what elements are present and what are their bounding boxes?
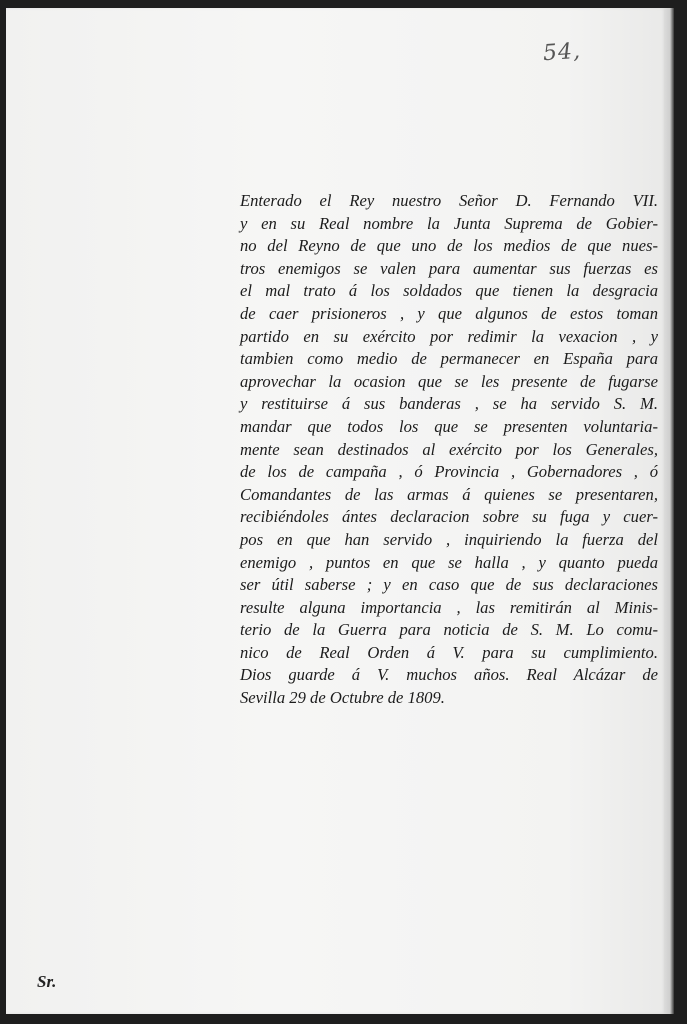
text-line: y restituirse á sus banderas , se ha servido S. M. (240, 394, 658, 414)
text-line: mente sean destinados al exército por los Generales, (240, 439, 658, 459)
text-line: terio de la Guerra para noticia de S. M. Lo comu- (240, 620, 658, 640)
text-line: Enterado el Rey nuestro Señor D. Fernando VII. (240, 191, 658, 210)
text-line: no del Reyno de que uno de los medios de que nues- (240, 236, 658, 256)
royal-order-text (240, 190, 658, 710)
text-line: nico de Real Orden á V. para su cumplimiento. (240, 642, 658, 662)
text-line: partido en su exército por redimir la vexacion , y (240, 326, 658, 346)
text-line: tambien como medio de permanecer en España para (240, 349, 658, 369)
text-line: el mal trato á los soldados que tienen la desgracia (240, 281, 658, 301)
text-line: Dios guarde á V. muchos años. Real Alcázar de (240, 665, 658, 685)
text-line: de caer prisioneros , y que algunos de estos toman (240, 303, 658, 323)
text-line: tros enemigos se valen para aumentar sus fuerzas es (240, 258, 658, 278)
salutation: Sr. (37, 972, 57, 991)
text-line: de los de campaña , ó Provincia , Gobernadores , ó (240, 462, 658, 482)
text-line: mandar que todos los que se presenten voluntaria- (240, 416, 658, 436)
text-line: y en su Real nombre la Junta Suprema de Gobier- (240, 213, 658, 233)
text-line: Comandantes de las armas á quienes se presentaren, (240, 484, 658, 504)
text-line: recibiéndoles ántes declaracion sobre su fuga y cuer- (240, 507, 658, 527)
text-line: pos en que han servido , inquiriendo la fuerza del (240, 529, 658, 549)
sheet-edge (664, 8, 674, 1014)
text-line: aprovechar la ocasion que se les presente de fugarse (240, 371, 658, 391)
text-line: enemigo , puntos en que se halla , y quanto pueda (240, 552, 658, 572)
text-line: resulte alguna importancia , las remitirán al Minis- (240, 597, 658, 617)
text-line: ser útil saberse ; y en caso que de sus declaraciones (240, 575, 658, 595)
page-number-annotation: 54, (542, 38, 582, 67)
text-line-closing: Sevilla 29 de Octubre de 1809. (240, 688, 445, 708)
